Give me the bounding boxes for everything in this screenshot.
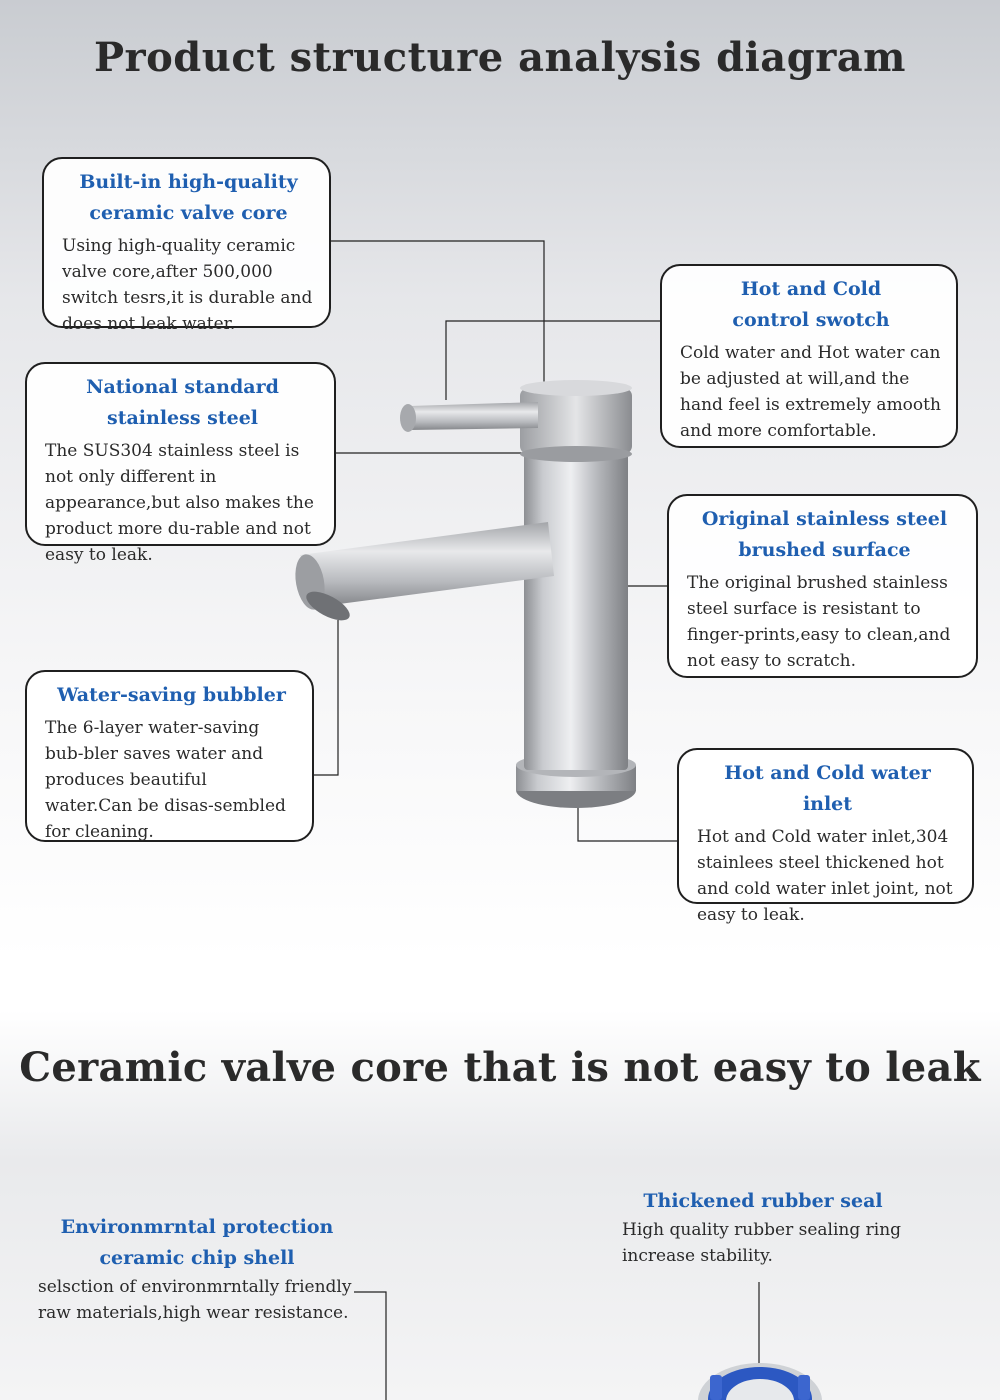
callout-body: The original brushed stainless steel surface is resistant to finger-prints,easy to clean,and not easy to scratch. bbox=[687, 573, 951, 671]
callout-water-saving-bubbler bbox=[25, 670, 314, 842]
callout-body: Hot and Cold water inlet,304 stainlees steel thickened hot and cold water inlet joint, not easy to leak. bbox=[697, 827, 953, 925]
callout-water-inlet bbox=[677, 748, 974, 925]
callout-body: The 6-layer water-saving bub-bler saves water and produces beautiful water.Can be disas-sembled for cleaning. bbox=[45, 718, 286, 842]
feature-ceramic-chip-shell bbox=[38, 1212, 356, 1326]
callout-title: Hot and Cold water inlet bbox=[724, 762, 931, 815]
faucet-illustration bbox=[280, 370, 660, 820]
callout-stainless-steel bbox=[25, 362, 336, 565]
callout-title: Original stainless steel brushed surface bbox=[701, 508, 948, 561]
valve-core-illustration bbox=[690, 1335, 840, 1400]
callout-title: Hot and Cold control swotch bbox=[732, 278, 890, 331]
callout-ceramic-valve-core bbox=[42, 157, 331, 334]
feature-title: Thickened rubber seal bbox=[643, 1190, 883, 1212]
callout-body: Cold water and Hot water can be adjusted at will,and the hand feel is extremely amooth and more comfortable. bbox=[680, 343, 941, 441]
callout-body: The SUS304 stainless steel is not only different in appearance,but also makes the product more du-rable and not easy to leak. bbox=[45, 441, 314, 565]
section-title-structure: Product structure analysis diagram bbox=[93, 34, 907, 81]
feature-rubber-seal bbox=[622, 1186, 904, 1269]
feature-body: selsction of environmrntally friendly raw materials,high wear resistance. bbox=[38, 1277, 352, 1323]
callout-title: National standard stainless steel bbox=[86, 376, 279, 429]
feature-title: Environmrntal protection ceramic chip shell bbox=[60, 1216, 334, 1269]
callout-title: Built-in high-quality ceramic valve core bbox=[79, 171, 298, 224]
section-title-valve-core: Ceramic valve core that is not easy to leak bbox=[19, 1044, 981, 1091]
callout-body: Using high-quality ceramic valve core,after 500,000 switch tesrs,it is durable and does not leak water. bbox=[62, 236, 313, 334]
callout-title: Water-saving bubbler bbox=[57, 684, 286, 706]
callout-hot-cold-switch bbox=[660, 264, 958, 448]
callout-brushed-surface bbox=[667, 494, 978, 678]
feature-body: High quality rubber sealing ring increase stability. bbox=[622, 1220, 902, 1266]
